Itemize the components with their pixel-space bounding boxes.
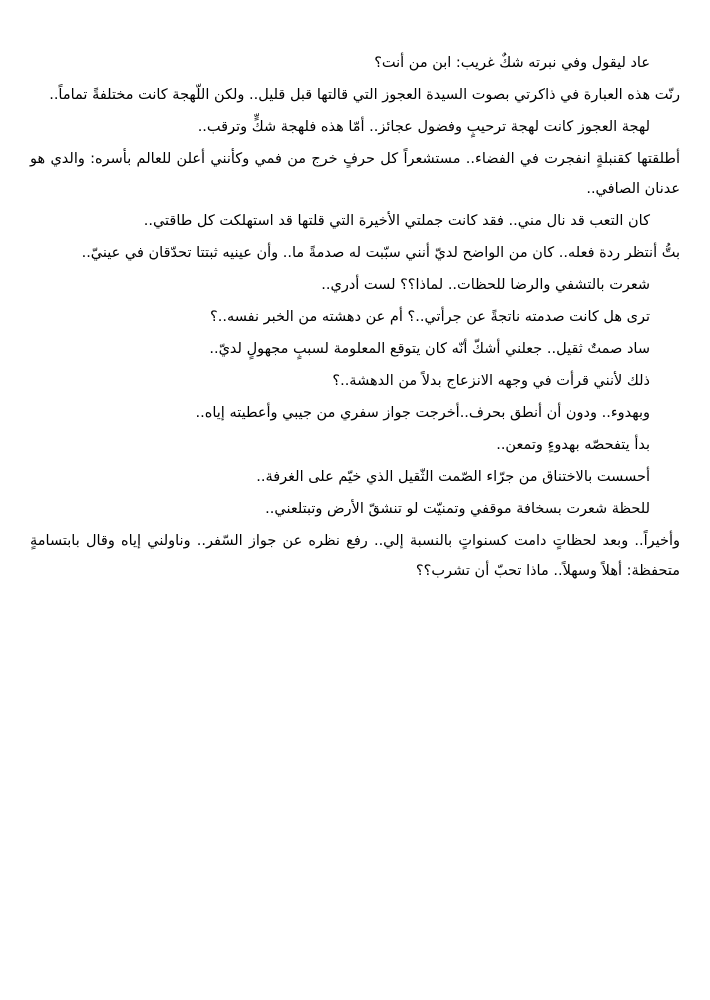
paragraph: وبهدوء.. ودون أن أنطق بحرف..أخرجت جواز سفري من جيبي وأعطيته إياه.. [195, 405, 650, 421]
paragraph: أحسست بالاختناق من جرّاء الصّمت الثّقيل الذي خيّم على الغرفة.. [256, 469, 650, 485]
paragraph: رنّت هذه العبارة في ذاكرتي بصوت السيدة العجوز التي قالتها قبل قليل.. ولكن اللّهجة كانت مختلفةً تماماً.. [49, 87, 680, 103]
paragraph: ساد صمتٌ ثقيل.. جعلني أشكّ أنّه كان يتوقع المعلومة لسببٍ مجهولٍ لديّ.. [209, 341, 650, 357]
paragraph: كان التعب قد نال مني.. فقد كانت جملتي الأخيرة التي قلتها قد استهلكت كل طاقتي.. [143, 213, 650, 229]
paragraph: للحظة شعرت بسخافة موقفي وتمنيّت لو تنشقّ الأرض وتبتلعني.. [265, 501, 650, 517]
text-body [30, 48, 680, 588]
paragraph: بدأ يتفحصّه بهدوءٍ وتمعن.. [496, 437, 650, 453]
paragraph: شعرت بالتشفي والرضا للحظات.. لماذا؟؟ لست أدري.. [321, 277, 650, 293]
paragraph: لهجة العجوز كانت لهجة ترحيبٍ وفضول عجائز.. أمّا هذه فلهجة شكٍّ وترقب.. [197, 119, 650, 135]
paragraph: بتُّ أنتظر ردة فعله.. كان من الواضح لديّ أنني سبّبت له صدمةً ما.. وأن عينيه ثبتتا تحدّقان في عينيّ.. [81, 245, 680, 261]
paragraph: أطلقتها كقنبلةٍ انفجرت في الفضاء.. مستشعراً كل حرفٍ خرج من فمي وكأنني أعلن للعالم بأسره: والدي هو عدنان الصافي.. [30, 151, 680, 197]
paragraph: ترى هل كانت صدمته ناتجةً عن جرأتي..؟ أم عن دهشته من الخبر نفسه..؟ [210, 309, 650, 325]
paragraph: وأخيراً.. وبعد لحظاتٍ دامت كسنواتٍ بالنسبة إلي.. رفع نظره عن جواز السّفر.. وناولني إياه وقال بابتسامةٍ متحفظة: أهلاً وسهلاً.. ماذا تحبّ أن تشرب؟؟ [30, 533, 680, 579]
paragraph: ذلك لأنني قرأت في وجهه الانزعاج بدلاً من الدهشة..؟ [332, 373, 650, 389]
paragraph: عاد ليقول وفي نبرته شكٌ غريب: ابن من أنت؟ [374, 55, 650, 71]
